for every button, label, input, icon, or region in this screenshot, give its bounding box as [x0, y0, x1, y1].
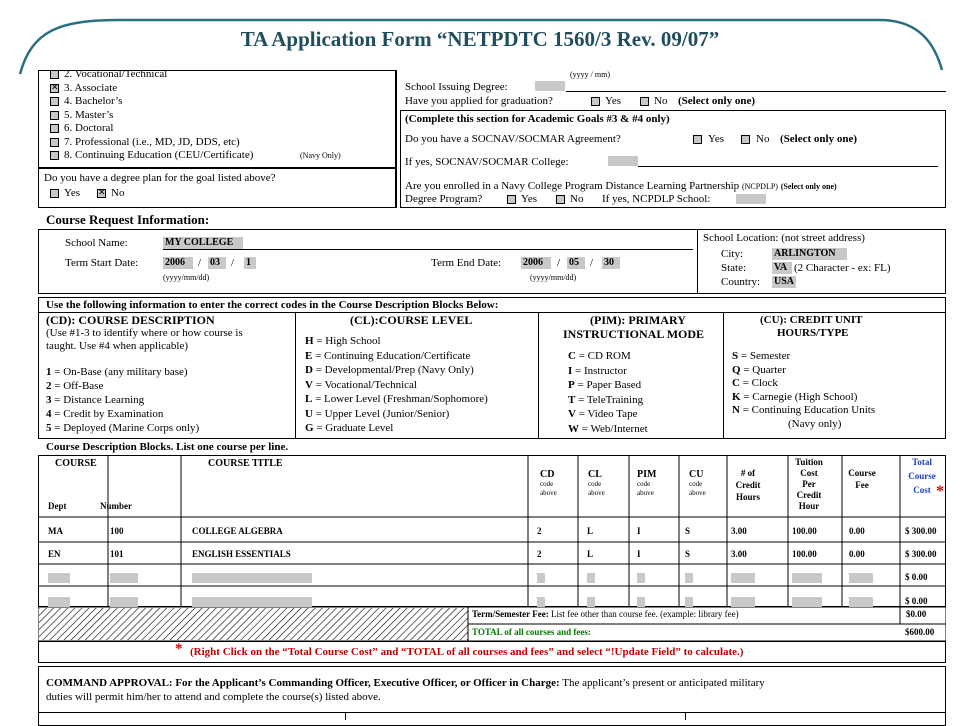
row-pim-field[interactable]	[637, 597, 645, 607]
row-number-field[interactable]	[110, 573, 138, 583]
note-asterisk: *	[175, 641, 183, 657]
hdr-dept: Dept	[48, 501, 67, 511]
row-number-cell[interactable]: 101	[110, 549, 124, 559]
hdr-cu: CU	[689, 469, 704, 480]
hdr-pim: PIM	[637, 469, 657, 480]
row-cl-cell[interactable]: L	[587, 526, 594, 536]
hdr-total-line: Cost	[913, 485, 931, 495]
pim-code-key: T	[568, 393, 576, 406]
code-above-label: code	[540, 480, 554, 488]
ncpdlp-select-only-one: (Select only one)	[780, 182, 837, 191]
cd-code-key: 4	[46, 408, 52, 420]
start-date-format: (yyyy/mm/dd)	[163, 273, 210, 282]
term-fee-desc: List fee other than course fee. (example: library fee)	[548, 609, 739, 619]
term-start-label: Term Start Date:	[65, 257, 139, 269]
row-hours-field[interactable]	[731, 597, 755, 607]
cd-code-key: 3	[46, 394, 52, 406]
cu-code-key: C	[732, 377, 740, 389]
pim-title-2: INSTRUCTIONAL MODE	[563, 327, 705, 341]
row-cu-field[interactable]	[685, 573, 693, 583]
hdr-total-line: Course	[908, 471, 936, 481]
row-cd-field[interactable]	[537, 597, 545, 607]
ncpdlp-school-label: If yes, NCPDLP School:	[602, 193, 711, 205]
socnav-yes-checkbox[interactable]	[693, 135, 702, 144]
hdr-tuition-line: Per	[802, 479, 816, 489]
goal-label-suffix: (Navy Only)	[300, 151, 341, 160]
socnav-college-label: If yes, SOCNAV/SOCMAR College:	[405, 156, 569, 168]
goal-checkbox[interactable]	[50, 138, 59, 147]
hdr-fee-line: Fee	[855, 480, 869, 490]
row-hours-field[interactable]	[731, 573, 755, 583]
date-slash: /	[557, 257, 561, 269]
cu-code-item	[732, 364, 786, 377]
hdr-hours-line: # of	[740, 468, 756, 478]
city-field[interactable]: ARLINGTON	[772, 248, 847, 260]
goal-label: 6. Doctoral	[64, 122, 114, 134]
hdr-tuition-line: Credit	[796, 490, 822, 500]
command-approval-text	[46, 677, 765, 690]
hdr-tuition-line: Cost	[800, 468, 818, 478]
graduation-yes-label: Yes	[605, 95, 622, 107]
row-total-cell[interactable]: $ 300.00	[905, 526, 937, 536]
pim-code-value: = Web/Internet	[579, 422, 648, 435]
socnav-college-field[interactable]	[608, 156, 638, 166]
term-end-year[interactable]: 2006	[521, 257, 551, 269]
graduation-question: Have you applied for graduation?	[405, 95, 553, 107]
pim-code-item	[568, 408, 637, 421]
date-slash: /	[198, 257, 202, 269]
date-hint: (yyyy / mm)	[570, 70, 610, 79]
ncpdlp-no-checkbox[interactable]	[556, 195, 565, 204]
school-name-label: School Name:	[65, 237, 128, 249]
row-cl-cell[interactable]: L	[587, 549, 594, 559]
pim-code-item	[568, 379, 641, 392]
cu-code-item	[732, 377, 778, 390]
row-dept-cell[interactable]: MA	[48, 526, 63, 536]
cd-code-value: = Deployed (Marine Corps only)	[51, 422, 200, 434]
cd-desc-2: taught. Use #4 when applicable)	[46, 340, 189, 352]
course-request-heading: Course Request Information:	[46, 212, 210, 227]
cu-code-item	[732, 350, 790, 363]
state-label: State:	[721, 262, 747, 274]
goal-checkbox[interactable]	[50, 124, 59, 133]
row-dept-cell[interactable]: EN	[48, 549, 61, 559]
cl-title: (CL):COURSE LEVEL	[350, 313, 473, 327]
cl-code-value: = Upper Level (Junior/Senior)	[312, 407, 450, 420]
total-cost-asterisk: *	[936, 483, 944, 500]
cd-code-value: = Off-Base	[51, 380, 104, 392]
pim-code-item	[568, 423, 648, 436]
goal-checkbox[interactable]: ✕	[51, 82, 59, 93]
code-above-label: code	[689, 480, 703, 488]
hdr-fee-line: Course	[848, 468, 876, 478]
goal-label: 3. Associate	[64, 81, 118, 94]
socnav-no-checkbox[interactable]	[741, 135, 750, 144]
cl-code-item	[305, 350, 470, 363]
cu-code-item	[732, 404, 875, 417]
pim-title-1: (PIM): PRIMARY	[590, 313, 686, 327]
school-issuing-field[interactable]	[535, 81, 565, 91]
goal-checkbox[interactable]	[50, 97, 59, 106]
codes-intro: Use the following information to enter the correct codes in the Course Description Blocks Below:	[46, 299, 499, 311]
cd-code-value: = Distance Learning	[51, 394, 145, 406]
page-title: TA Application Form “NETPDTC 1560/3 Rev. 09/07”	[240, 27, 720, 51]
goal-label: 2. Vocational/Technical	[64, 68, 168, 80]
cl-code-item	[305, 364, 474, 377]
cd-code-key: 5	[46, 422, 52, 434]
country-field[interactable]: USA	[774, 276, 795, 287]
cu-code-value: = Carnegie (High School)	[740, 390, 858, 403]
degree-plan-question: Do you have a degree plan for the goal listed above?	[44, 172, 276, 184]
term-end-day[interactable]: 30	[602, 257, 620, 269]
goal-label: 7. Professional (i.e., MD, JD, DDS, etc)	[64, 135, 240, 148]
cl-code-item	[305, 422, 393, 435]
goal-label: 5. Master’s	[64, 108, 114, 121]
cu-code-value: = Quarter	[740, 363, 786, 376]
row-cd-field[interactable]	[537, 573, 545, 583]
date-slash: /	[231, 257, 235, 269]
code-above-label: code	[588, 480, 602, 488]
command-approval-bold: COMMAND APPROVAL: For the Applicant’s Commanding Officer, Executive Officer, or Officer in Charge:	[46, 677, 560, 689]
term-fee-value[interactable]: $0.00	[906, 609, 927, 619]
pim-code-key: I	[568, 364, 573, 377]
cl-code-key: G	[305, 422, 314, 434]
row-tuition-cell[interactable]: 100.00	[792, 526, 817, 536]
pim-code-key: C	[568, 350, 576, 362]
row-dept-field[interactable]	[48, 573, 70, 583]
cu-navy-only: (Navy only)	[788, 418, 842, 430]
school-name-field[interactable]: MY COLLEGE	[163, 237, 243, 249]
row-cl-field[interactable]	[587, 597, 595, 607]
row-dept-field[interactable]	[48, 597, 70, 607]
update-field-note: (Right Click on the “Total Course Cost” and “TOTAL of all courses and fees” and select “!Update Field” to calculate.)	[190, 646, 744, 658]
goal-checkbox[interactable]	[50, 151, 59, 160]
cl-code-key: H	[305, 335, 314, 347]
ncpdlp-school-field[interactable]	[736, 194, 766, 204]
graduation-no-label: No	[654, 95, 668, 107]
school-issuing-label: School Issuing Degree:	[405, 81, 508, 93]
hdr-tuition-line: Tuition	[795, 457, 823, 467]
cu-code-key: Q	[732, 363, 741, 376]
row-tuition-field[interactable]	[792, 573, 822, 583]
row-pim-cell[interactable]: I	[637, 549, 641, 559]
hdr-total-line: Total	[912, 457, 932, 467]
graduation-no-checkbox[interactable]	[640, 97, 649, 106]
code-above-label: above	[689, 489, 706, 497]
cl-code-value: = Lower Level (Freshman/Sophomore)	[312, 393, 488, 405]
cd-code-item	[46, 394, 144, 407]
hdr-course: COURSE	[55, 458, 97, 469]
code-above-label: above	[588, 489, 605, 497]
cl-code-key: E	[305, 349, 313, 362]
ncpdlp-abbr: (NCPDLP)	[741, 182, 778, 191]
term-start-year[interactable]: 2006	[163, 257, 193, 269]
row-cu-cell[interactable]: S	[685, 526, 691, 536]
term-fee-label	[472, 609, 739, 620]
pim-code-key: V	[568, 408, 576, 420]
row-title-field[interactable]	[192, 597, 312, 607]
goal-label: 8. Continuing Education (CEU/Certificate)	[64, 149, 254, 161]
graduation-select-only-one: (Select only one)	[678, 95, 755, 107]
hdr-cd: CD	[540, 469, 555, 480]
pim-code-value: = CD ROM	[575, 350, 631, 362]
pim-code-item	[568, 394, 643, 407]
pim-code-item	[568, 350, 631, 363]
degree-plan-no-checkbox[interactable]: ✕	[98, 188, 106, 198]
cd-code-value: = On-Base (any military base)	[51, 366, 188, 378]
code-above-label: above	[540, 489, 557, 497]
row-total-cell[interactable]: $ 0.00	[905, 572, 928, 582]
total-value[interactable]: $600.00	[905, 627, 935, 637]
row-total-cell[interactable]: $ 300.00	[905, 549, 937, 559]
end-date-format: (yyyy/mm/dd)	[530, 273, 577, 282]
cd-code-item	[46, 366, 188, 379]
row-cd-cell[interactable]: 2	[537, 549, 542, 559]
cu-code-key: S	[732, 350, 739, 362]
socnav-select-only-one: (Select only one)	[780, 133, 857, 145]
cd-code-key: 1	[46, 366, 52, 378]
degree-plan-yes-label: Yes	[64, 187, 81, 199]
cu-title-1: (CU): CREDIT UNIT	[760, 314, 863, 326]
cl-code-value: = Developmental/Prep (Navy Only)	[312, 364, 474, 376]
cd-desc-1: (Use #1-3 to identify where or how course is	[46, 327, 243, 339]
pim-code-value: = Video Tape	[575, 408, 638, 420]
pim-code-item	[568, 365, 627, 378]
row-cl-field[interactable]	[587, 573, 595, 583]
goal-checkbox[interactable]	[50, 70, 59, 79]
hdr-tuition-line: Hour	[798, 501, 820, 511]
code-above-label: code	[637, 480, 651, 488]
cd-code-item	[46, 408, 163, 421]
term-fee-label-text: Term/Semester Fee:	[472, 609, 549, 619]
ncpdlp-question	[405, 180, 837, 193]
school-location-label: School Location: (not street address)	[703, 232, 865, 244]
hdr-hours-line: Credit	[735, 480, 761, 490]
cu-title-2: HOURS/TYPE	[777, 327, 849, 339]
cd-code-key: 2	[46, 380, 52, 392]
graduation-yes-checkbox[interactable]	[591, 97, 600, 106]
row-hours-cell[interactable]: 3.00	[731, 526, 747, 536]
blocks-heading: Course Description Blocks. List one course per line.	[46, 441, 289, 453]
row-pim-cell[interactable]: I	[637, 526, 641, 536]
hatched-area	[39, 608, 469, 641]
row-fee-cell[interactable]: 0.00	[849, 549, 865, 559]
ncpdlp-yes-label: Yes	[521, 193, 538, 205]
socnav-question: Do you have a SOCNAV/SOCMAR Agreement?	[405, 133, 621, 145]
cl-code-key: U	[305, 407, 313, 420]
city-label: City:	[721, 248, 744, 260]
ncpdlp-no-label: No	[570, 193, 584, 205]
hdr-number: Number	[100, 501, 132, 511]
row-number-field[interactable]	[110, 597, 138, 607]
row-cd-cell[interactable]: 2	[537, 526, 542, 536]
row-title-cell[interactable]: ENGLISH ESSENTIALS	[192, 549, 291, 559]
term-start-day[interactable]: 1	[244, 257, 256, 269]
pim-code-key: W	[568, 422, 579, 435]
ncpdlp-question-text: Are you enrolled in a Navy College Program Distance Learning Partnership	[405, 180, 740, 192]
pim-code-value: = TeleTraining	[575, 393, 644, 406]
row-hours-cell[interactable]: 3.00	[731, 549, 747, 559]
cl-code-item	[305, 335, 381, 348]
term-end-label: Term End Date:	[431, 257, 502, 269]
cl-code-item	[305, 379, 417, 392]
country-label: Country:	[721, 276, 761, 288]
cu-code-value: = Continuing Education Units	[739, 404, 876, 416]
row-fee-cell[interactable]: 0.00	[849, 526, 865, 536]
cu-code-key: N	[732, 404, 740, 416]
row-fee-field[interactable]	[849, 597, 873, 607]
ncpdlp-yes-checkbox[interactable]	[507, 195, 516, 204]
cl-code-value: = Vocational/Technical	[312, 378, 417, 391]
term-end-month[interactable]: 05	[567, 257, 585, 269]
cu-code-value: = Semester	[738, 350, 791, 362]
row-title-field[interactable]	[192, 573, 312, 583]
code-above-label: above	[637, 489, 654, 497]
cl-code-value: = Graduate Level	[313, 422, 394, 434]
cl-code-key: L	[305, 393, 313, 405]
row-tuition-field[interactable]	[792, 597, 822, 607]
total-label: TOTAL of all courses and fees:	[472, 627, 591, 637]
cd-code-item	[46, 422, 199, 435]
pim-code-key: P	[568, 379, 575, 391]
row-fee-field[interactable]	[849, 573, 873, 583]
cl-code-value: = High School	[313, 335, 381, 347]
cl-code-item	[305, 393, 488, 406]
state-hint: (2 Character - ex: FL)	[794, 262, 891, 274]
cl-code-key: V	[305, 378, 313, 391]
goal-checkbox[interactable]	[50, 111, 59, 120]
goal-label: 4. Bachelor’s	[64, 95, 123, 107]
cl-code-value: = Continuing Education/Certificate	[312, 349, 471, 362]
term-start-month[interactable]: 03	[208, 257, 226, 269]
hdr-hours-line: Hours	[735, 492, 760, 502]
pim-code-value: = Instructor	[572, 364, 627, 377]
cd-code-item	[46, 380, 103, 393]
cl-code-item	[305, 408, 449, 421]
command-approval-line-2: duties will permit him/her to attend and complete the course(s) listed above.	[46, 691, 381, 703]
hdr-cl: CL	[588, 469, 602, 480]
socnav-yes-label: Yes	[708, 133, 725, 145]
cu-code-item	[732, 391, 857, 404]
row-cu-cell[interactable]: S	[685, 549, 691, 559]
row-title-cell[interactable]: COLLEGE ALGEBRA	[192, 526, 283, 536]
cl-code-key: D	[305, 364, 313, 376]
academic-section-note: (Complete this section for Academic Goals #3 & #4 only)	[405, 113, 670, 125]
degree-plan-no-label: No	[111, 187, 125, 199]
cu-code-key: K	[732, 390, 741, 403]
row-cu-field[interactable]	[685, 597, 693, 607]
ncpdlp-degree-program: Degree Program?	[405, 193, 483, 205]
date-slash: /	[590, 257, 594, 269]
command-approval-rest: The applicant’s present or anticipated military	[559, 677, 765, 689]
row-total-cell[interactable]: $ 0.00	[905, 596, 928, 606]
row-number-cell[interactable]: 100	[110, 526, 124, 536]
socnav-no-label: No	[756, 133, 770, 145]
cd-title: (CD): COURSE DESCRIPTION	[46, 313, 215, 327]
cu-code-value: = Clock	[739, 377, 778, 389]
degree-plan-yes-checkbox[interactable]	[50, 189, 59, 198]
state-field[interactable]: VA	[772, 262, 792, 274]
hdr-course-title: COURSE TITLE	[208, 458, 283, 469]
pim-code-value: = Paper Based	[574, 379, 642, 391]
cd-code-value: = Credit by Examination	[51, 408, 164, 420]
row-tuition-cell[interactable]: 100.00	[792, 549, 817, 559]
row-pim-field[interactable]	[637, 573, 645, 583]
